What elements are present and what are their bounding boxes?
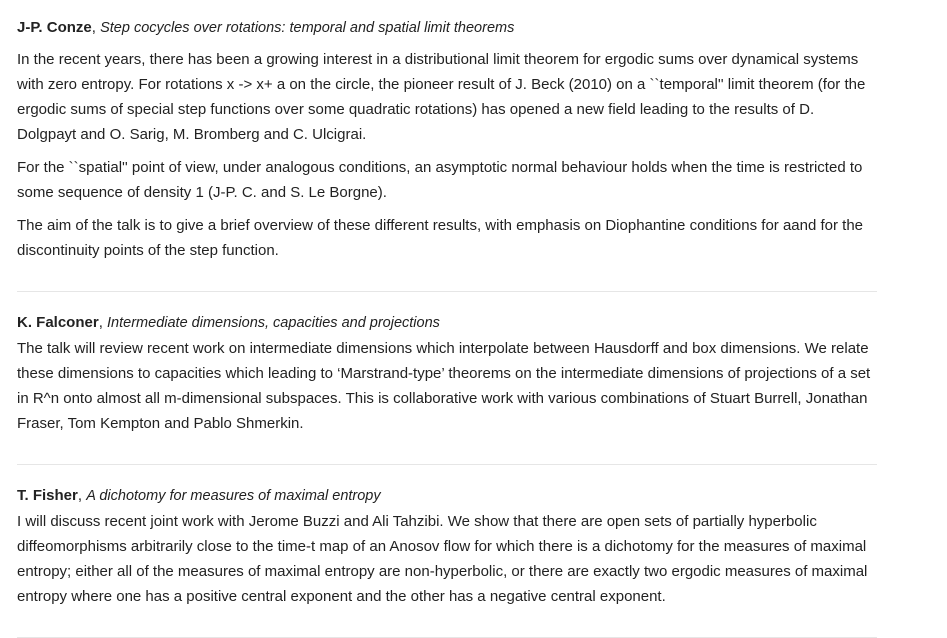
talk-title: A dichotomy for measures of maximal entropy — [86, 488, 381, 504]
abstract-paragraph: In the recent years, there has been a growing interest in a distributional limit theorem for ergodic sums over dynamical systems with zero entropy. For rotations x -> x+ a on the circle, the pioneer result of J. Beck (2010) on a ``temporal'' limit theorem (for the ergodic sums of special step functions over some quadratic rotations) has opened a new field leading to the results of D. Dolgpayt and O. Sarig, M. Bromberg and C. Ulcigrai. — [17, 51, 866, 143]
abstract-paragraph: The talk will review recent work on intermediate dimensions which interpolate between Hausdorff and box dimensions. We relate these dimensions to capacities which leading to ‘Marstrand-type’ theorems on the intermediate dimensions of projections of a set in R^n onto almost all m-dimensional subspaces. This is collaborative work with various combinations of Stuart Burrell, Jonathan Fraser, Tom Kempton and Pablo Shmerkin. — [17, 340, 871, 432]
talk-heading — [17, 312, 877, 334]
heading-separator: , — [77, 487, 87, 504]
entry-divider — [17, 464, 877, 465]
talk-heading — [17, 485, 877, 507]
talk-entry-fisher — [17, 485, 877, 631]
heading-separator: , — [91, 19, 101, 36]
talk-title: Step cocycles over rotations: temporal and spatial limit theorems — [100, 20, 515, 36]
abstract-paragraph: The aim of the talk is to give a brief overview of these different results, with emphasis on Diophantine conditions for aand for the discontinuity points of the step function. — [17, 217, 864, 259]
speaker-name: T. Fisher — [17, 487, 78, 504]
abstracts-list — [17, 0, 877, 638]
speaker-name: K. Falconer — [17, 314, 99, 331]
entry-divider — [17, 291, 877, 292]
abstract-paragraph: I will discuss recent joint work with Jerome Buzzi and Ali Tahzibi. We show that there are open sets of partially hyperbolic diffeomorphisms arbitrarily close to the time-t map of an Anosov flow for which there is a dichotomy for the measures of maximal entropy; either all of the measures of maximal entropy are non-hyperbolic, or there are exactly two ergodic measures of maximal entropy where one has a positive central exponent and the other has a negative central exponent. — [17, 513, 868, 605]
talk-entry-falconer — [17, 312, 877, 458]
talk-heading — [17, 17, 877, 39]
talk-title: Intermediate dimensions, capacities and projections — [107, 315, 440, 331]
talk-entry-conze — [17, 17, 877, 285]
speaker-name: J-P. Conze — [17, 19, 92, 36]
heading-separator: , — [98, 314, 108, 331]
abstract-paragraph: For the ``spatial'' point of view, under analogous conditions, an asymptotic normal behaviour holds when the time is restricted to some sequence of density 1 (J-P. C. and S. Le Borgne). — [17, 159, 863, 201]
